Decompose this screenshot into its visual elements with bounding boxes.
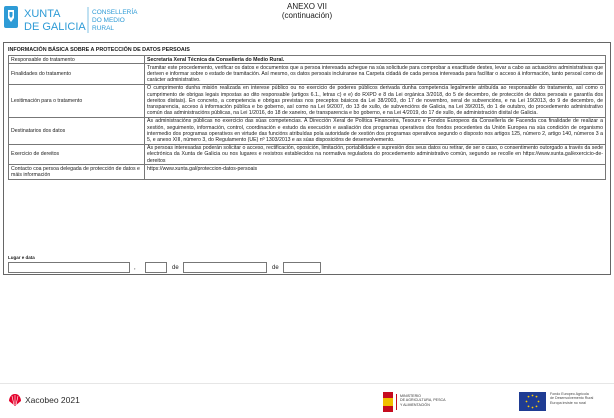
ministry-line-2: DE AGRICULTURA, PESCA [400, 398, 446, 403]
table-row [9, 56, 606, 64]
table-row [9, 117, 606, 144]
logo-text-1: XUNTA [24, 8, 61, 20]
data-protection-table [8, 55, 606, 180]
row-label: Destinatarios dos datos [9, 117, 145, 144]
row-value: As persoas interesadas poderán solicitar o acceso, rectificación, oposición, limitación, portabilidade e supresión dos seus datos ou retirar, de ser o caso, o consentimento outorgado a través da sede electrónica da Xunta de Galicia ou nos lugares e rexistros establecidos na normativa reguladora do procedemento administrativo común, segundo se recolle en https://www.xunta.gal/exercicio-de-dereitos [145, 144, 606, 165]
place-input[interactable] [8, 262, 130, 273]
annex-heading [220, 2, 394, 20]
year-input[interactable] [283, 262, 321, 273]
ministry-logo [383, 392, 473, 412]
row-label: Finalidades do tratamento [9, 64, 145, 85]
month-input[interactable] [183, 262, 267, 273]
eu-flag-icon [519, 392, 546, 411]
day-input[interactable] [145, 262, 167, 273]
footer-divider [0, 383, 614, 384]
de-separator-2: de [272, 265, 279, 271]
table-row [9, 144, 606, 165]
row-value: Tramitar este procedemento, verificar os datos e documentos que a persoa interesada achegue na súa solicitude para comprobar a exactitude destes, levar a cabo as actuacións administrativas que deriven e informar sobre o estado de tramitación. Así mesmo, os datos persoais incluiranse na Carpeta cidadá de cada persoa interesada para facilitar o acceso á información, tanto persoal como de carácter administrativo. [145, 64, 606, 85]
eu-text-line-3: Europa inviste no rural [550, 400, 586, 405]
ministry-line-1: MINISTERIO [400, 394, 421, 398]
xacobeo-text: Xacobeo 2021 [25, 395, 80, 405]
logo-dept-1: CONSELLERÍA [92, 9, 138, 16]
row-value: https://www.xunta.gal/proteccion-datos-persoais [145, 165, 606, 179]
spain-shield-icon [383, 392, 393, 412]
row-label: Exercicio de dereitos [9, 144, 145, 165]
xunta-logo [2, 3, 142, 39]
de-separator-1: de [172, 265, 179, 271]
annex-title: ANEXO VII [286, 2, 327, 11]
row-label: Contacto coa persoa delegada de protección de datos e máis información [9, 165, 145, 179]
logo-text-2: DE GALICIA [24, 21, 86, 33]
table-title: INFORMACIÓN BÁSICA SOBRE A PROTECCIÓN DE DATOS PERSOAIS [8, 47, 190, 53]
row-label: Responsable do tratamento [9, 56, 145, 64]
xunta-emblem-icon [4, 6, 18, 28]
eu-fund-text [550, 392, 608, 405]
comma-separator: , [134, 265, 136, 271]
row-label: Lexitimación para o tratamento [9, 84, 145, 117]
place-date-label: Lugar e data [8, 255, 35, 260]
row-value: O cumprimento dunha misión realizada en interese público ou no exercicio de poderes públicos derivada dunha competencia legalmente atribuída ao responsable do tratamento, así como o cumprimento de obrigas legais impostas ao dito responsable (artigos 6.1., letras c) e e) do RXPD e 8 da Lei orgánica 3/2018, do 5 de decembro, de protección de datos persoais e garantía dos dereitos dixitais). En concreto, a competencia e obrigas previstas nos preceptos básicos da Lei 38/2003, do 17 de novembro, xeral de subvencións, e na Lei 19/2013, do 9 de decembro, de transparencia, acceso á información pública e bo goberno, así como na Lei 9/2007, do 13 de xullo, de subvencións de Galicia, na Lei 39/2015, do 1 de outubro, do procedemento administrativo común das administracións públicas, na Lei 1/2016, do 18 de xaneiro, de transparencia e bo goberno, e na Lei 4/2019, do 17 de xullo, de administración dixital de Galicia. [145, 84, 606, 117]
ministry-line-3: Y ALIMENTACIÓN [400, 402, 430, 407]
logo-dept-2: DO MEDIO [92, 17, 125, 24]
xacobeo-logo [8, 393, 22, 412]
row-value: As administracións públicas no exercicio das súas competencias. A Dirección Xeral de Política Financeira, Tesouro e Fondos Europeos da Consellería de Facenda coa finalidade de realizar a xestión, seguimento, información, control, coordinación e estudo da execución e avaliación dos programas operativos dos fondos procedentes da Unión Europea na súa condición de organismo intermedio dos programas operativos en virtude das funcións atribuídas pola autoridade de xestión dos programas operativos segundo o disposto nos artigos 125, número 2, artigo 140, números 3 a 5, e anexo XIII, número 3, do Regulamento (UE) nº 1303/2013 e as súas disposicións de desenvolvemento. [145, 117, 606, 144]
eu-text-line-1: Fondo Europeo Agrícola [550, 392, 589, 396]
annex-subtitle: (continuación) [281, 11, 333, 20]
table-row [9, 84, 606, 117]
table-row [9, 165, 606, 179]
logo-dept-3: RURAL [92, 25, 115, 32]
row-value: Secretaría Xeral Técnica da Consellería do Medio Rural. [145, 56, 606, 64]
eu-text-line-2: de Desenvolvemento Rural [550, 396, 594, 401]
scallop-shell-icon [8, 393, 22, 407]
table-row [9, 64, 606, 85]
